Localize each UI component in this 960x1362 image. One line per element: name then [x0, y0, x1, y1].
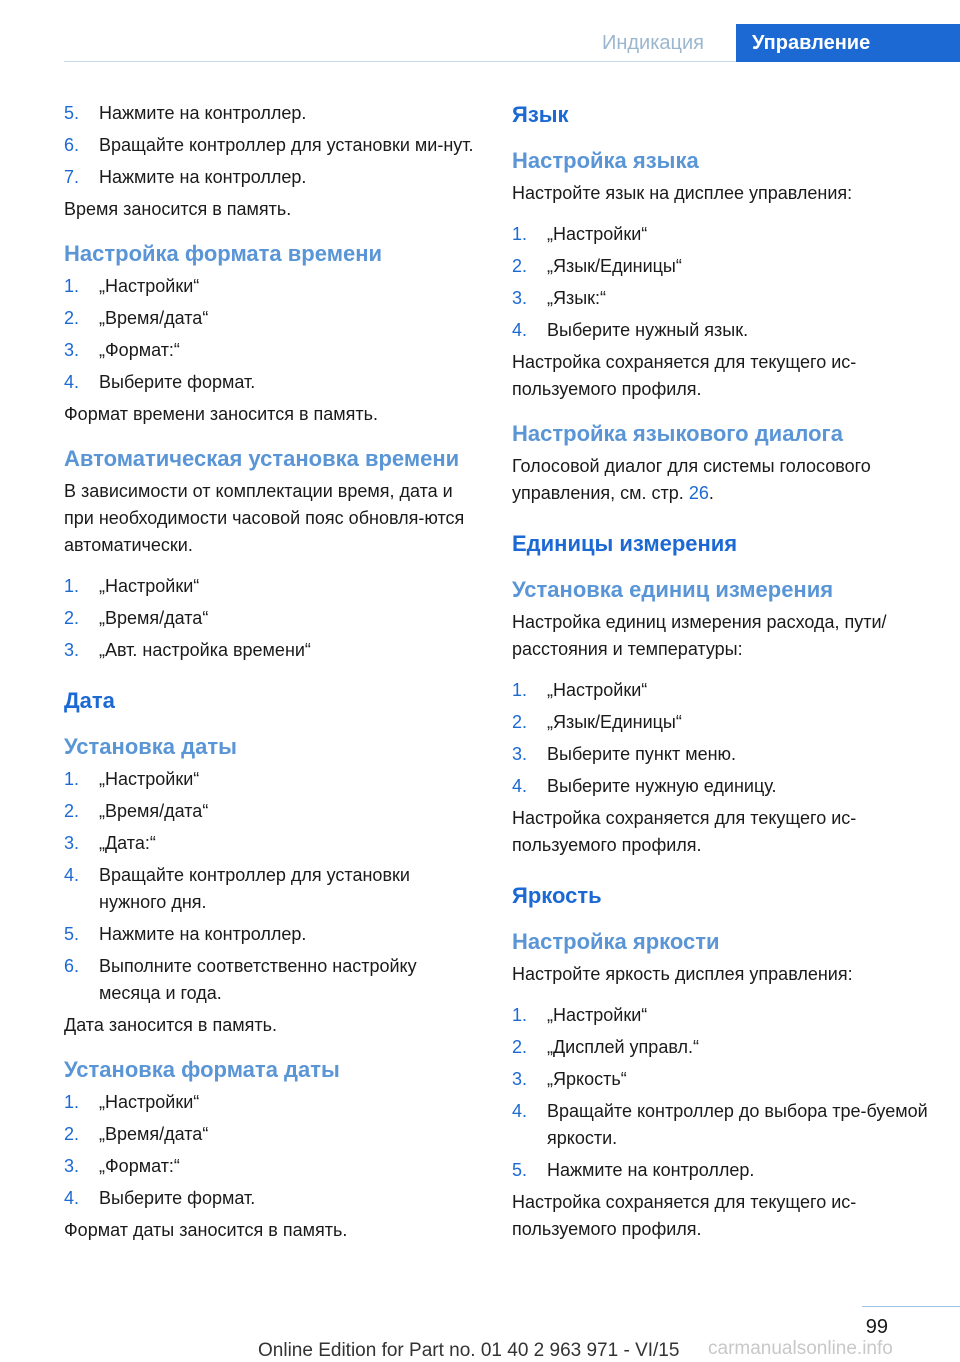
- list-item-text: „Время/дата“: [99, 1124, 209, 1144]
- voice-dialog-period: .: [708, 483, 714, 503]
- list-item-text: Нажмите на контроллер.: [99, 103, 307, 123]
- paragraph-units: Настройка единиц измерения расхода, пути/расстояния и температуры:: [512, 612, 887, 659]
- list-item: [512, 1002, 928, 1029]
- heading-brightness: Яркость: [512, 883, 602, 908]
- list-item-number: 4.: [64, 372, 80, 392]
- paragraph-language: Настройте язык на дисплее управления:: [512, 183, 853, 203]
- list-time-format: [64, 273, 480, 396]
- list-item-text: „Язык:“: [547, 288, 607, 308]
- list-item: [512, 677, 928, 704]
- list-item-text: Нажмите на контроллер.: [547, 1160, 755, 1180]
- list-item-text: „Яркость“: [547, 1069, 627, 1089]
- list-item: [64, 1185, 480, 1212]
- list-item-number: 1.: [512, 1005, 528, 1025]
- list-units: [512, 677, 928, 800]
- page-number: 99: [865, 1316, 888, 1338]
- list-item-text: „Настройки“: [99, 576, 200, 596]
- list-item-number: 1.: [64, 576, 80, 596]
- list-item: [512, 1034, 928, 1061]
- list-item-text: „Настройки“: [547, 1005, 648, 1025]
- list-item: [64, 1153, 480, 1180]
- list-item-number: 4.: [64, 1188, 80, 1208]
- list-set-date: [64, 766, 480, 1007]
- list-item-text: Выполните соответственно настройку месяца и года.: [99, 956, 417, 1003]
- edition-text: Online Edition for Part no. 01 40 2 963 971 - VI/15: [258, 1340, 680, 1361]
- list-item: [64, 766, 480, 793]
- list-item-number: 6.: [64, 956, 80, 976]
- list-item: [64, 573, 480, 600]
- paragraph-date-saved: Дата заносится в память.: [64, 1015, 277, 1035]
- heading-voice-dialog: Настройка языкового диалога: [512, 421, 843, 446]
- paragraph-auto-time: В зависимости от комплектации время, дата и при необходимости часовой пояс обновля‐ются автоматически.: [64, 481, 465, 555]
- list-item: [64, 337, 480, 364]
- heading-date-format: Установка формата даты: [64, 1057, 340, 1082]
- list-item: [512, 709, 928, 736]
- list-auto-time: [64, 573, 480, 664]
- list-item-text: Вращайте контроллер для установки ми‐нут.: [99, 135, 474, 155]
- list-item-text: „Настройки“: [99, 769, 200, 789]
- list-item: [64, 798, 480, 825]
- list-item-text: „Дата:“: [99, 833, 156, 853]
- list-item: [64, 605, 480, 632]
- list-item-number: 2.: [64, 1124, 80, 1144]
- page-header: [64, 24, 960, 62]
- heading-units-setup: Установка единиц измерения: [512, 577, 834, 602]
- list-item-number: 4.: [512, 1101, 528, 1121]
- heading-language-setup: Настройка языка: [512, 148, 699, 173]
- list-item: [64, 305, 480, 332]
- list-item-number: 2.: [64, 608, 80, 628]
- list-item-number: 3.: [64, 833, 80, 853]
- list-item: [512, 1098, 928, 1152]
- list-item: [64, 369, 480, 396]
- right-column: [512, 100, 928, 1247]
- list-item-number: 4.: [512, 320, 528, 340]
- list-item-number: 5.: [64, 924, 80, 944]
- heading-brightness-setup: Настройка яркости: [512, 929, 720, 954]
- list-item: [512, 741, 928, 768]
- list-brightness: [512, 1002, 928, 1184]
- list-item: [64, 921, 480, 948]
- list-item: [512, 1066, 928, 1093]
- list-item-text: „Настройки“: [547, 680, 648, 700]
- tab-controls[interactable]: Управление: [736, 24, 960, 62]
- list-item-text: „Язык/Единицы“: [547, 712, 682, 732]
- list-item-text: Вращайте контроллер до выбора тре‐буемой яркости.: [547, 1101, 928, 1148]
- list-language: [512, 221, 928, 344]
- list-item-text: Нажмите на контроллер.: [99, 167, 307, 187]
- list-item: [64, 637, 480, 664]
- list-item-number: 7.: [64, 167, 80, 187]
- list-item-text: „Язык/Единицы“: [547, 256, 682, 276]
- list-item-number: 3.: [512, 744, 528, 764]
- paragraph-brightness-profile: Настройка сохраняется для текущего ис‐пользуемого профиля.: [512, 1192, 857, 1239]
- list-item-text: „Формат:“: [99, 1156, 180, 1176]
- list-item-number: 2.: [512, 1037, 528, 1057]
- list-item-number: 3.: [64, 340, 80, 360]
- list-item-number: 1.: [64, 769, 80, 789]
- list-item: [64, 1121, 480, 1148]
- list-item-number: 2.: [64, 308, 80, 328]
- list-item-number: 1.: [64, 276, 80, 296]
- list-item-text: „Время/дата“: [99, 608, 209, 628]
- list-item: [64, 953, 480, 1007]
- heading-date: Дата: [64, 688, 115, 713]
- list-item: [64, 132, 480, 159]
- list-item-number: 1.: [512, 680, 528, 700]
- paragraph-units-profile: Настройка сохраняется для текущего ис‐пользуемого профиля.: [512, 808, 857, 855]
- list-item-number: 4.: [512, 776, 528, 796]
- list-item: [64, 862, 480, 916]
- list-item-number: 1.: [512, 224, 528, 244]
- paragraph-time-saved: Время заносится в память.: [64, 199, 292, 219]
- list-item: [64, 164, 480, 191]
- footer-rule: [862, 1306, 960, 1307]
- list-item-text: „Время/дата“: [99, 308, 209, 328]
- heading-language: Язык: [512, 102, 569, 127]
- list-item: [64, 1089, 480, 1116]
- list-item-number: 6.: [64, 135, 80, 155]
- list-item: [64, 830, 480, 857]
- list-item-text: „Настройки“: [99, 1092, 200, 1112]
- list-item-text: „Настройки“: [99, 276, 200, 296]
- list-item-number: 2.: [64, 801, 80, 821]
- list-item-text: „Настройки“: [547, 224, 648, 244]
- heading-time-format: Настройка формата времени: [64, 241, 383, 266]
- list-item-text: Выберите пункт меню.: [547, 744, 737, 764]
- list-item-number: 3.: [64, 1156, 80, 1176]
- heading-units: Единицы измерения: [512, 531, 738, 556]
- list-item-number: 1.: [64, 1092, 80, 1112]
- voice-dialog-text: Голосовой диалог для системы голосового управления, см. стр.: [512, 456, 871, 503]
- list-item-text: Вращайте контроллер для установки нужного дня.: [99, 865, 410, 912]
- tab-indication[interactable]: Индикация: [601, 32, 704, 54]
- list-item-number: 3.: [64, 640, 80, 660]
- list-item-number: 4.: [64, 865, 80, 885]
- list-item-text: „Формат:“: [99, 340, 180, 360]
- list-item-number: 5.: [512, 1160, 528, 1180]
- list-item-text: „Авт. настройка времени“: [99, 640, 311, 660]
- list-item: [512, 773, 928, 800]
- list-item-text: „Дисплей управл.“: [547, 1037, 699, 1057]
- list-item-text: „Время/дата“: [99, 801, 209, 821]
- paragraph-time-format-saved: Формат времени заносится в память.: [64, 404, 379, 424]
- list-item: [64, 273, 480, 300]
- watermark-text: carmanualsonline.info: [708, 1338, 893, 1359]
- list-item-text: Выберите формат.: [99, 1188, 256, 1208]
- heading-auto-time: Автоматическая установка времени: [64, 446, 460, 471]
- list-item-text: Выберите нужную единицу.: [547, 776, 777, 796]
- paragraph-date-format-saved: Формат даты заносится в память.: [64, 1220, 348, 1240]
- list-item: [512, 1157, 928, 1184]
- left-column: [64, 100, 480, 1248]
- list-item: [512, 253, 928, 280]
- list-item-number: 2.: [512, 712, 528, 732]
- list-item-text: Выберите нужный язык.: [547, 320, 749, 340]
- paragraph-voice-dialog: [512, 453, 928, 507]
- paragraph-language-profile: Настройка сохраняется для текущего ис‐пользуемого профиля.: [512, 352, 857, 399]
- list-time-steps: [64, 100, 480, 191]
- list-date-format: [64, 1089, 480, 1212]
- list-item-text: Нажмите на контроллер.: [99, 924, 307, 944]
- list-item: [512, 285, 928, 312]
- list-item-number: 5.: [64, 103, 80, 123]
- page-link-26[interactable]: 26: [688, 483, 709, 503]
- list-item: [64, 100, 480, 127]
- heading-set-date: Установка даты: [64, 734, 237, 759]
- list-item-number: 3.: [512, 1069, 528, 1089]
- list-item-text: Выберите формат.: [99, 372, 256, 392]
- list-item-number: 3.: [512, 288, 528, 308]
- list-item-number: 2.: [512, 256, 528, 276]
- list-item: [512, 221, 928, 248]
- list-item: [512, 317, 928, 344]
- paragraph-brightness: Настройте яркость дисплея управления:: [512, 964, 853, 984]
